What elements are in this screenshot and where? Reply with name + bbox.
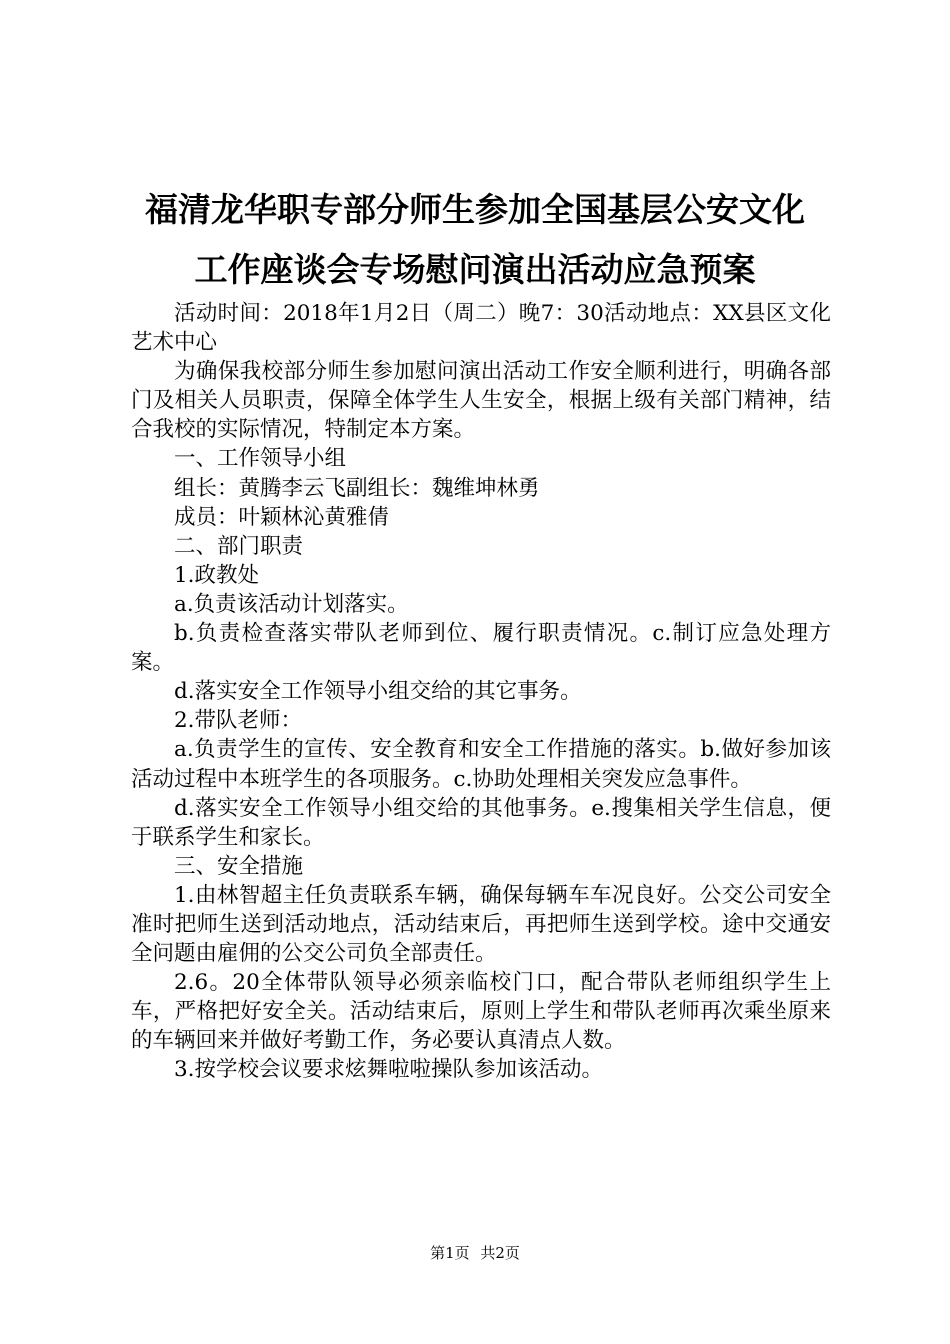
section-heading-safety: 三、安全措施 (174, 853, 304, 879)
duty-item: a.负责该活动计划落实。 (174, 591, 409, 617)
subheading-teachers: 2.带队老师： (174, 708, 303, 734)
purpose-paragraph: 为确保我校部分师生参加慰问演出活动工作安全顺利进行，明确各部门及相关人员职责，保障全体学生人生安全，根据上级有关部门精神，结合我校的实际情况，特制定本方案。 (131, 359, 831, 443)
leaders-line: 组长：黄腾李云飞副组长：魏维坤林勇 (174, 475, 540, 501)
document-body (131, 299, 831, 1085)
safety-measure: 3.按学校会议要求炫舞啦啦操队参加该活动。 (174, 1057, 604, 1083)
section-heading-duties: 二、部门职责 (174, 533, 304, 559)
document-title-line-1: 福清龙华职专部分师生参加全国基层公安文化 (145, 190, 805, 229)
duty-item: d.落实安全工作领导小组交给的其它事务。 (174, 679, 582, 705)
subheading-political-office: 1.政教处 (174, 562, 260, 588)
page-number: 第1页 (430, 1244, 470, 1262)
document-title-line-2: 工作座谈会专场慰问演出活动应急预案 (194, 250, 756, 289)
safety-measure: 2.6。20全体带队领导必须亲临校门口，配合带队老师组织学生上车，严格把好安全关。活动结束后，原则上学生和带队老师再次乘坐原来的车辆回来并做好考勤工作，务必要认真清点人数。 (131, 970, 831, 1054)
page-total: 共2页 (480, 1244, 520, 1262)
page-footer (0, 1243, 950, 1263)
duty-item: d.落实安全工作领导小组交给的其他事务。e.搜集相关学生信息，便于联系学生和家长。 (131, 795, 831, 850)
duty-item: b.负责检查落实带队老师到位、履行职责情况。c.制订应急处理方案。 (131, 621, 831, 676)
members-line: 成员：叶颖林沁黄雅倩 (174, 504, 390, 530)
safety-measure: 1.由林智超主任负责联系车辆，确保每辆车车况良好。公交公司安全准时把师生送到活动地点，活动结束后，再把师生送到学校。途中交通安全问题由雇佣的公交公司负全部责任。 (131, 882, 831, 967)
duty-item: a.负责学生的宣传、安全教育和安全工作措施的落实。b.做好参加该活动过程中本班学生的各项服务。c.协助处理相关突发应急事件。 (131, 737, 831, 792)
section-heading-leadership: 一、工作领导小组 (174, 446, 347, 472)
activity-time-place: 活动时间：2018年1月2日（周二）晚7：30活动地点：XX县区文化艺术中心 (131, 301, 831, 356)
